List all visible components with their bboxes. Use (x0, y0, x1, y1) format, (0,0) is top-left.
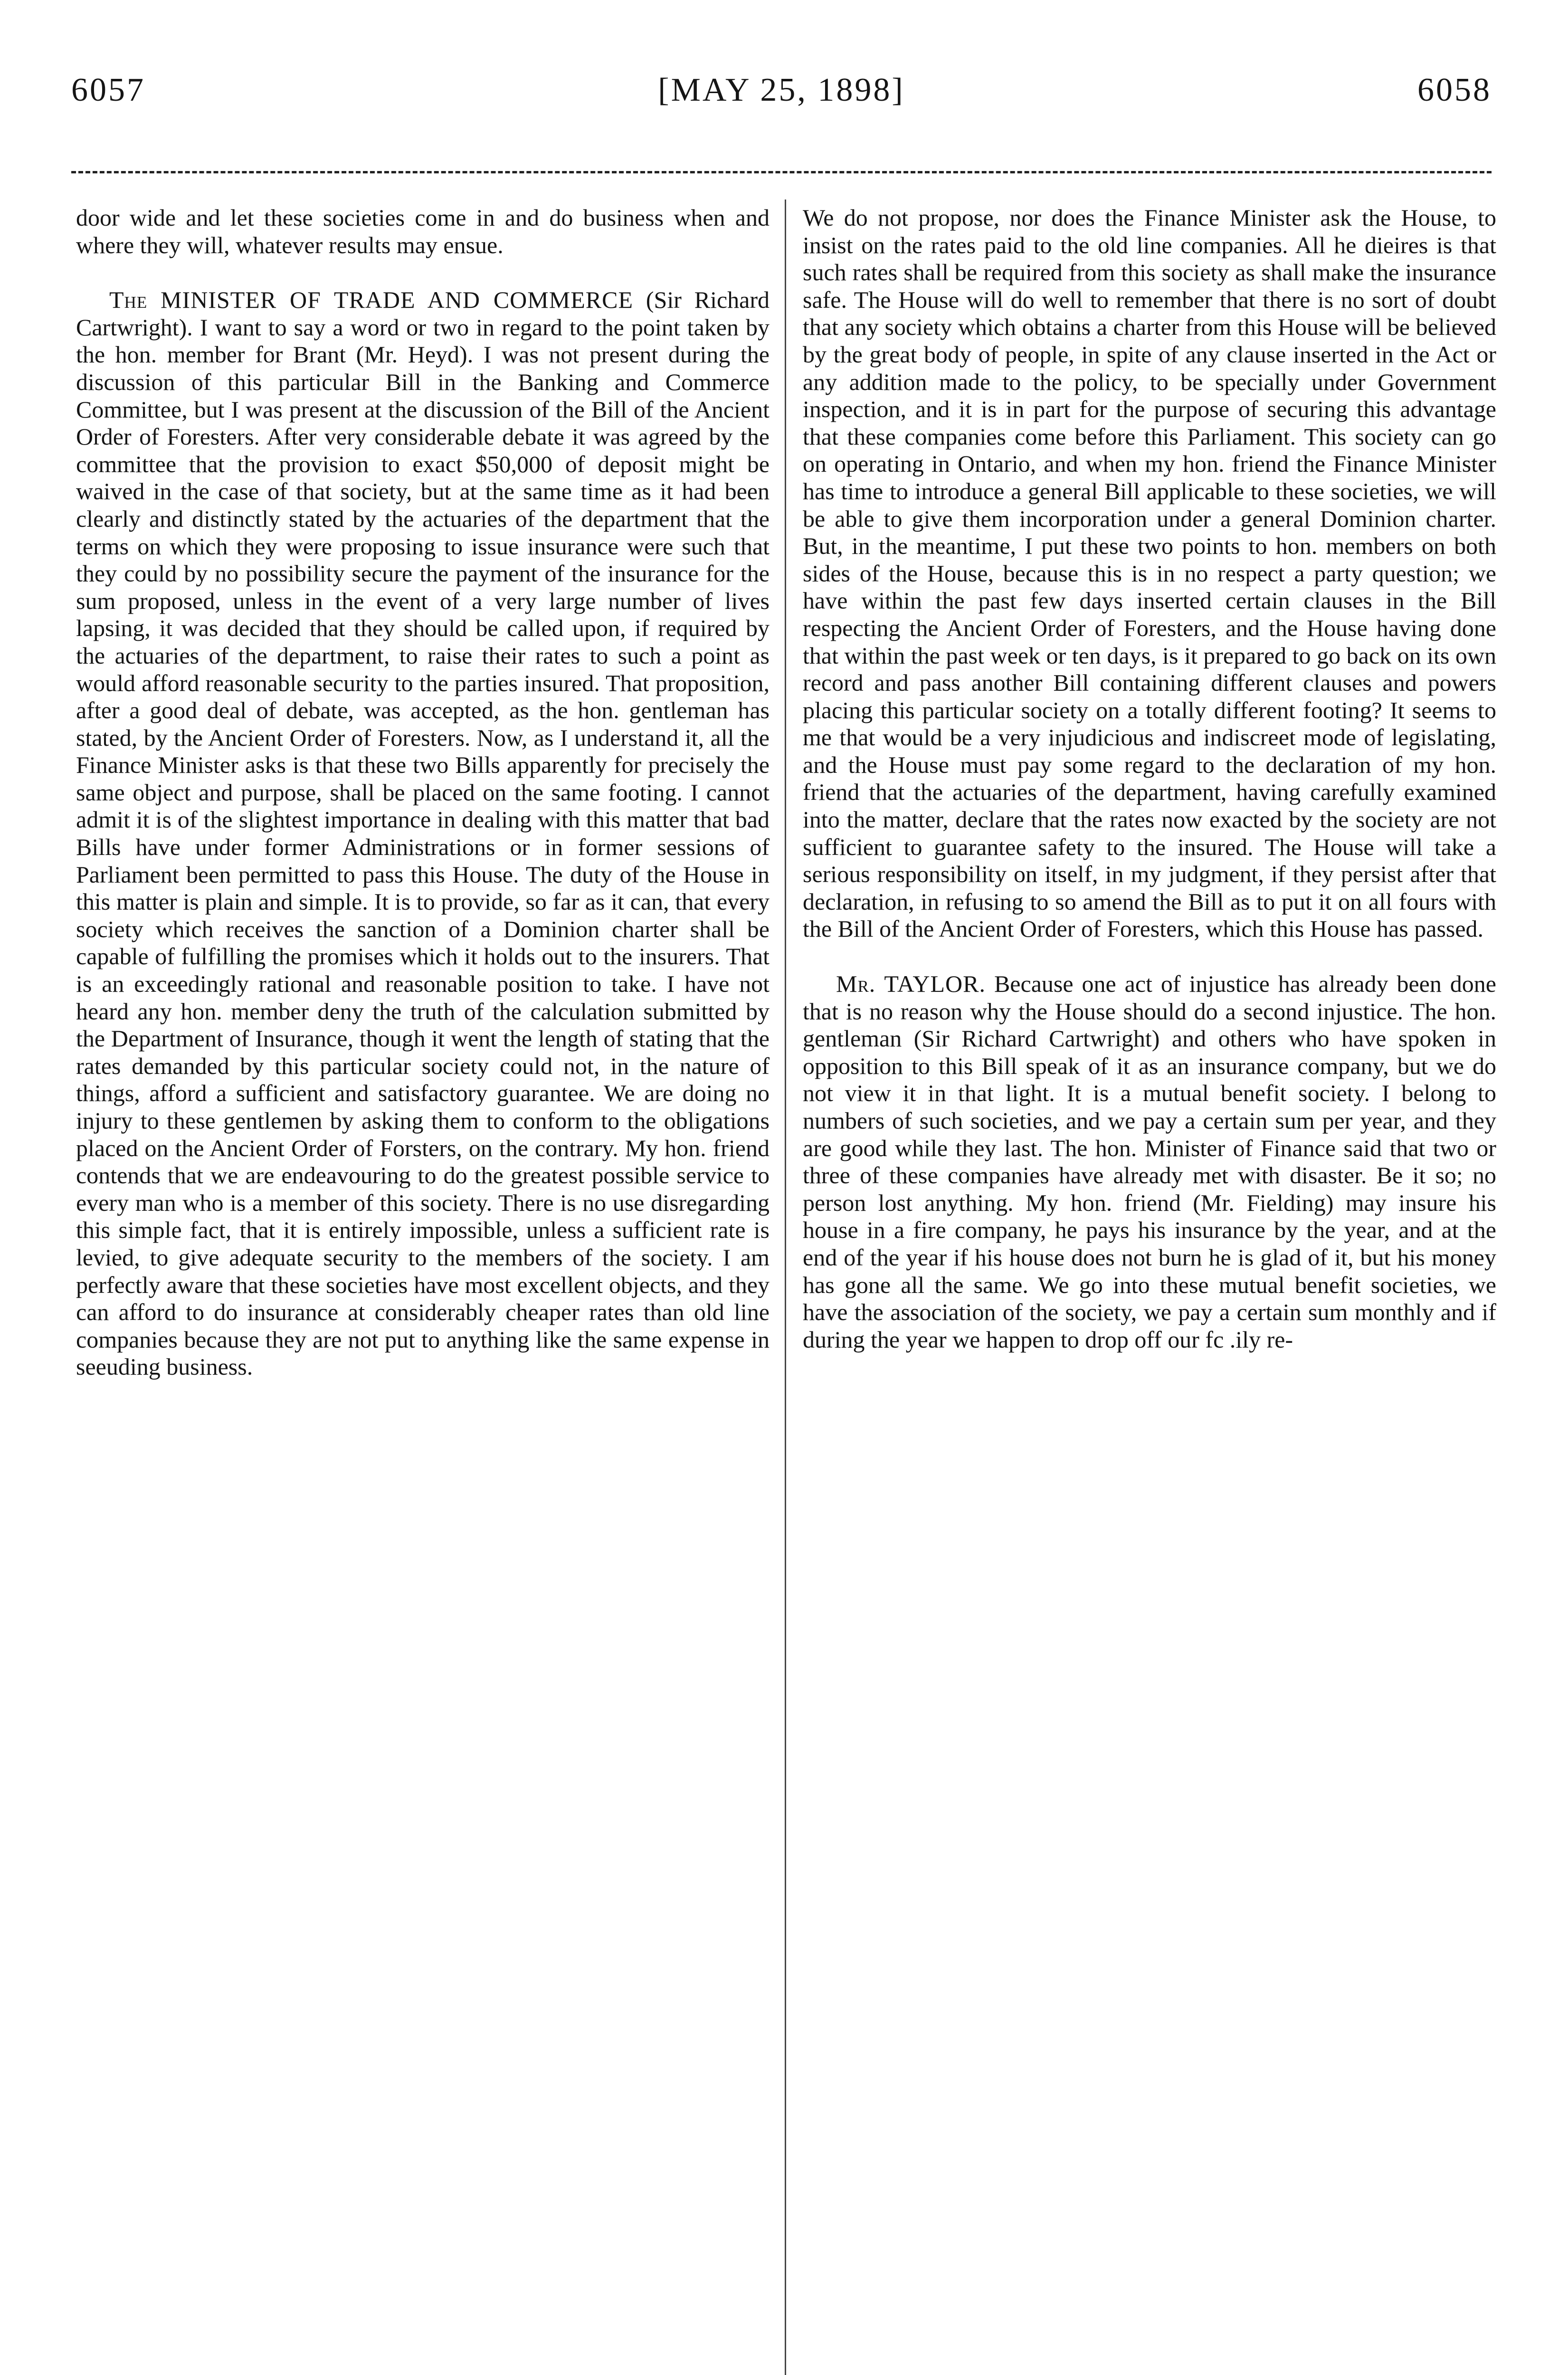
right-paragraph-2-body: Because one act of injustice has already been done that is no reason why the House should do a second injustice. The hon. gentleman (Sir Richard Cartwright) and others who have spoken in opposition to this Bill speak of it as an insurance company, but we do not view it in that light. It is a mutual benefit society. I belong to numbers of such societies, and we pay a certain sum per year, and they are good while they last. The hon. Minister of Finance said that two or three of these companies have already met with disaster. Be it so; no person lost anything. My hon. friend (Mr. Fielding) may insure his house in a fire company, he pays his insurance by the year, and at the end of the year if his house does not burn he is glad of it, but his money has gone all the same. We go into these mutual benefit societies, we have the association of the society, we pay a certain sum monthly and if during the year we happen to drop off our fc .ily re- (803, 970, 1496, 1353)
speaker-mr-taylor: Mr. TAYLOR. (836, 970, 986, 998)
header-date: [MAY 25, 1898] (658, 72, 905, 108)
left-paragraph-2 (76, 286, 770, 1381)
left-paragraph-2-body: (Sir Richard Cartwright). I want to say a word or two in regard to the point taken by the hon. member for Brant (Mr. Heyd). I was not present during the discussion of this particular Bill in the Banking and Commerce Committee, but I was present at the discussion of the Bill of the Ancient Order of Foresters. After very considerable debate it was agreed by the committee that the provision to exact $50,000 of deposit might be waived in the case of that society, but at the same time as it had been clearly and distinctly stated by the actuaries of the department that the terms on which they were proposing to issue insurance were such that they could by no possibility secure the payment of the insurance for the sum proposed, unless in the event of a very large number of lives lapsing, it was decided that they should be called upon, if required by the actuaries of the department, to raise their rates to such a point as would afford reasonable security to the parties insured. That proposition, after a good deal of debate, was accepted, as the hon. gentleman has stated, by the Ancient Order of Foresters. Now, as I understand it, all the Finance Minister asks is that these two Bills apparently for precisely the same object and purpose, shall be placed on the same footing. I cannot admit it is of the slightest importance in dealing with this matter that bad Bills have under former Administrations or in former sessions of Parliament been permitted to pass this House. The duty of the House in this matter is plain and simple. It is to provide, so far as it can, that every society which receives the sanction of a Dominion charter shall be capable of fulfilling the promises which it holds out to the insurers. That is an exceedingly rational and reasonable position to take. I have not heard any hon. member deny the truth of the calculation submitted by the Department of Insurance, though it went the length of stating that the rates demanded by this particular society could not, in the nature of things, afford a sufficient and satisfactory guarantee. We are doing no injury to these gentlemen by asking them to conform to the obligations placed on the Ancient Order of Forsters, on the contrary. My hon. friend contends that we are endeavouring to do the greatest possible service to every man who is a member of this society. There is no use disregarding this simple fact, that it is entirely impossible, unless a sufficient rate is levied, to give adequate security to the members of the society. I am perfectly aware that these societies have most excellent objects, and they can afford to do insurance at considerably cheaper rates than old line companies because they are not put to anything like the same expense in seeuding business. (76, 286, 770, 1380)
left-paragraph-1: door wide and let these societies come in and do business when and where they will, whatever results may ensue. (76, 204, 770, 258)
speaker-minister-trade: The MINISTER OF TRADE AND COMMERCE (109, 286, 633, 314)
right-column (803, 204, 1496, 2370)
right-paragraph-1: We do not propose, nor does the Finance Minister ask the House, to insist on the rates paid to the old line companies. All he dieires is that such rates shall be required from this society as shall make the insurance safe. The House will do well to remember that there is no sort of doubt that any society which obtains a charter from this House will be believed by the great body of people, in spite of any clause inserted in the Act or any addition made to the policy, to be specially under Government inspection, and it is in part for the purpose of securing this advantage that these companies come before this Parliament. This society can go on operating in Ontario, and when my hon. friend the Finance Minister has time to introduce a general Bill applicable to these societies, we will be able to give them incorporation under a general Dominion charter. But, in the meantime, I put these two points to hon. members on both sides of the House, because this is in no respect a party question; we have within the past few days inserted certain clauses in the Bill respecting the Ancient Order of Foresters, and the House having done that within the past week or ten days, is it prepared to go back on its own record and pass another Bill containing different clauses and powers placing this particular society on a totally different footing? It seems to me that would be a very injudicious and indiscreet mode of legislating, and the House must pay some regard to the declaration of my hon. friend that the actuaries of the department, having carefully examined into the matter, declare that the rates now exacted by the society are not sufficient to guarantee safety to the insured. The House will take a serious responsibility on itself, in my judgment, if they persist after that declaration, in refusing to so amend the Bill as to put it on all fours with the Bill of the Ancient Order of Foresters, which this House has passed. (803, 204, 1496, 942)
header-rule (71, 171, 1492, 173)
column-divider (785, 200, 786, 2375)
left-page-number: 6057 (71, 72, 145, 108)
page-header (71, 57, 1492, 128)
right-paragraph-2 (803, 970, 1496, 1353)
right-page-number: 6058 (1417, 72, 1492, 108)
left-column (76, 204, 770, 2370)
